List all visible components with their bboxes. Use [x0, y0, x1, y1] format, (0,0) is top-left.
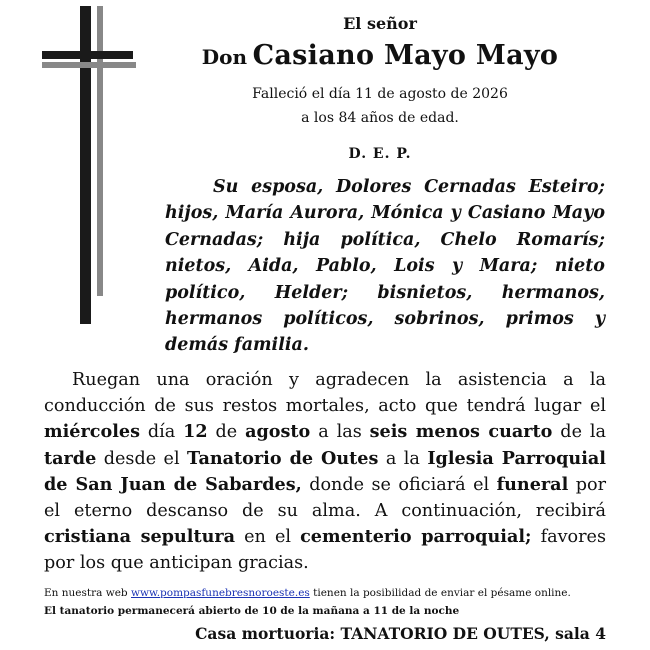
cross-horizontal-black-bar	[42, 51, 133, 59]
deceased-name	[140, 40, 620, 71]
name-prefix: Don	[201, 45, 247, 69]
body-text-5: de la	[552, 422, 606, 443]
ceremony-month: agosto	[245, 421, 311, 443]
body-text-1: Ruegan una oración y agradecen la asistencia a la conducción de sus restos mortales, acto que tendrá lugar el	[44, 370, 606, 417]
body-text-8: donde se oficiará el	[301, 474, 497, 495]
body-text-3: de	[207, 422, 246, 443]
body-text-7: a la	[378, 448, 428, 469]
ceremony-weekday: miércoles	[44, 421, 140, 443]
cross-vertical-gray-bar	[97, 6, 103, 296]
death-date: Falleció el día 11 de agosto de 2026	[252, 86, 508, 102]
cross-icon	[0, 0, 140, 330]
body-text-10: en el	[235, 527, 301, 548]
casa-mortuoria: Casa mortuoria: TANATORIO DE OUTES, sala 4	[195, 624, 606, 643]
web-suffix: tienen la posibilidad de enviar el pésame online.	[309, 587, 571, 599]
ceremony-cemetery: cementerio parroquial;	[300, 526, 532, 548]
ceremony-origin: Tanatorio de Outes	[187, 447, 379, 469]
age-line: a los 84 años de edad.	[301, 110, 459, 126]
body-text-4: a las	[310, 422, 370, 443]
family-list: Su esposa, Dolores Cernadas Esteiro; hijos, María Aurora, Mónica y Casiano Mayo Cernadas; hija política, Chelo Romarís; nietos, Aida, Pablo, Lois y Mara; nieto político, Helder; bisnietos, hermanos, hermanos políticos, sobrinos, primos y demás familia.	[165, 177, 605, 356]
ceremony-time-period: tarde	[44, 447, 97, 469]
web-condolence-line	[44, 587, 614, 599]
ceremony-funeral: funeral	[496, 473, 569, 495]
body-text-9: por el eterno descanso de su alma. A continuación, recibirá	[44, 474, 606, 522]
ceremony-time: seis menos cuarto	[369, 421, 553, 443]
ceremony-church: Iglesia Parroquial de San Juan de Sabardes,	[44, 447, 606, 495]
website-link[interactable]: www.pompasfunebresnoroeste.es	[131, 587, 310, 599]
body-text-6: desde el	[96, 448, 188, 469]
ceremony-day: 12	[183, 421, 208, 443]
honorific-title: El señor	[343, 14, 417, 33]
name-main: Casiano Mayo Mayo	[252, 40, 559, 71]
ceremony-burial: cristiana sepultura	[44, 526, 236, 548]
cross-horizontal-gray-bar	[42, 62, 136, 68]
ceremony-paragraph	[44, 367, 606, 577]
web-prefix: En nuestra web	[44, 587, 131, 599]
rip-text: D. E. P.	[348, 146, 412, 162]
tanatorio-hours: El tanatorio permanecerá abierto de 10 de la mañana a 11 de la noche	[44, 605, 460, 617]
body-text-11: favores por los que anticipan gracias.	[44, 527, 606, 574]
body-text-2: día	[140, 422, 184, 443]
